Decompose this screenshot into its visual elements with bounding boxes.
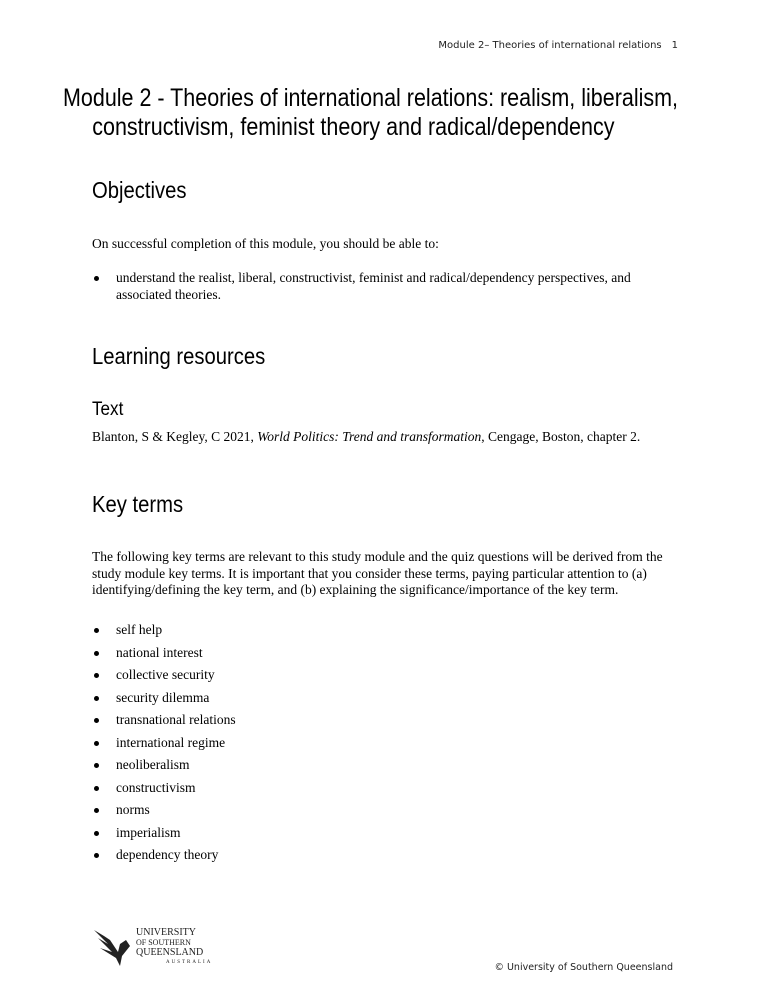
objectives-intro: On successful completion of this module, you should be able to: <box>92 236 439 251</box>
list-item: national interest <box>92 645 236 668</box>
page-number: 1 <box>671 40 678 51</box>
logo-line: OF SOUTHERN <box>136 938 191 947</box>
logo-line: QUEENSLAND <box>136 947 204 958</box>
list-item: transnational relations <box>92 712 236 735</box>
list-item: collective security <box>92 667 236 690</box>
university-logo <box>90 926 212 970</box>
citation-title: World Politics: Trend and transformation <box>257 429 482 444</box>
key-terms-list <box>92 622 236 870</box>
list-item: norms <box>92 802 236 825</box>
logo-line: AUSTRALIA <box>166 960 213 965</box>
list-item: neoliberalism <box>92 757 236 780</box>
list-item: security dilemma <box>92 690 236 713</box>
title-line-1: Module 2 - Theories of international relations: realism, liberalism, <box>63 84 679 112</box>
list-item: dependency theory <box>92 847 236 870</box>
learning-resources-heading: Learning resources <box>92 343 266 369</box>
page-title <box>63 84 682 142</box>
copyright: © University of Southern Queensland <box>494 962 673 973</box>
objectives-list <box>92 270 672 303</box>
text-subheading: Text <box>92 399 124 420</box>
logo-line: UNIVERSITY <box>136 927 196 938</box>
phoenix-icon <box>90 926 134 970</box>
key-terms-intro: The following key terms are relevant to this study module and the quiz questions will be derived from the study module key terms. It is important that you consider these terms, paying particular attention to (a) identifying/defining the key term, and (b) explaining the significance/importance of the key term. <box>92 549 663 597</box>
list-item: imperialism <box>92 825 236 848</box>
citation <box>92 429 712 446</box>
list-item: self help <box>92 622 236 645</box>
objectives-heading: Objectives <box>92 177 187 203</box>
list-item: understand the realist, liberal, constructivist, feminist and radical/dependency perspectives, and associated theories. <box>92 270 672 303</box>
title-line-2: constructivism, feminist theory and radical/dependency <box>92 113 615 141</box>
running-title: Module 2– Theories of international relations <box>438 40 662 51</box>
list-item: international regime <box>92 735 236 758</box>
logo-text <box>136 928 212 968</box>
citation-authors: Blanton, S & Kegley, C 2021, <box>92 429 258 444</box>
list-item: constructivism <box>92 780 236 803</box>
running-header <box>438 40 678 51</box>
key-terms-heading: Key terms <box>92 491 184 517</box>
citation-publisher: , Cengage, Boston, chapter 2. <box>481 429 641 444</box>
